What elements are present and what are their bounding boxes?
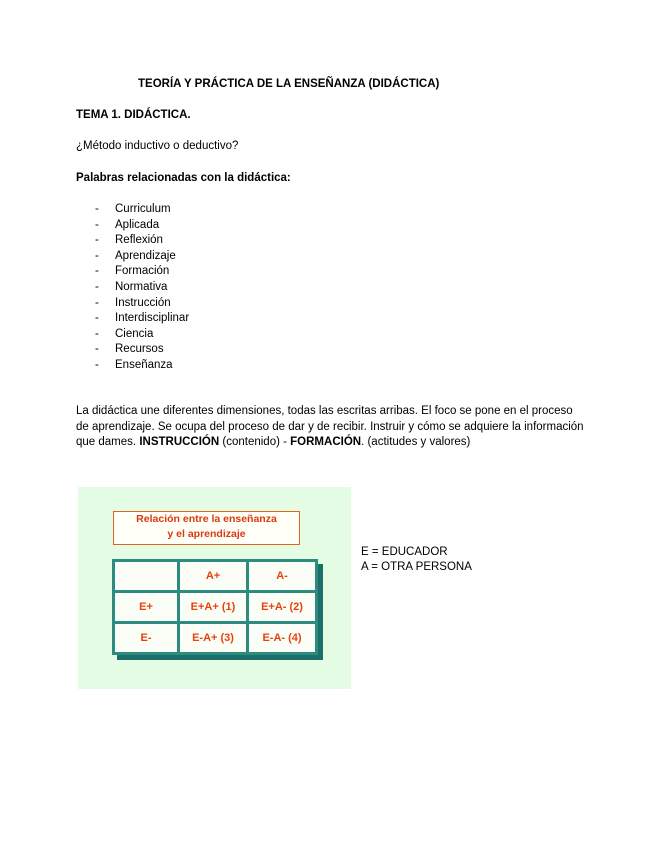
list-item: - Ciencia [95,327,154,340]
list-item: - Curriculum [95,203,171,215]
formacion-term: FORMACIÓN [290,436,362,448]
body-paragraph: La didáctica une diferentes dimensiones, todas las escritas arribas. El foco se pone en el proceso de aprendizaje. Se ocupa del proceso de dar y de recibir. Instruir y cómo se adquiere la información que dames. INSTRUCCIÓN (contenido) - FORMACIÓN. (actitudes y valores) [76,405,584,448]
relationship-table [112,559,318,655]
table-cell: A- [248,561,317,592]
list-item: - Interdisciplinar [95,312,190,325]
list-item: - Aplicada [95,218,160,231]
section-heading: TEMA 1. DIDÁCTICA. [76,109,191,121]
table-cell: E-A- (4) [248,623,317,654]
table-cell: A+ [179,561,248,592]
table-header-row [114,561,317,592]
table-row [114,592,317,623]
words-heading: Palabras relacionadas con la didáctica: [76,172,291,184]
document-title: TEORÍA Y PRÁCTICA DE LA ENSEÑANZA (DIDÁCTICA) [138,78,440,90]
question-text: ¿Método inductivo o deductivo? [76,140,239,152]
legend [361,545,472,575]
list-item: - Enseñanza [95,358,173,371]
list-item: - Recursos [95,343,164,356]
related-words-list [95,202,189,374]
list-item: - Aprendizaje [95,249,176,262]
list-item: - Instrucción [95,296,171,309]
list-item: - Reflexión [95,234,163,247]
figure-title: Relación entre la enseñanza y el aprendizaje [113,511,300,545]
list-item: - Normativa [95,280,168,293]
table-cell: E+ [114,592,179,623]
table-cell: E- [114,623,179,654]
table-cell: E-A+ (3) [179,623,248,654]
table-cell: E+A+ (1) [179,592,248,623]
legend-line-otra-persona: A = OTRA PERSONA [361,561,472,573]
relationship-figure [78,487,351,689]
legend-line-educador: E = EDUCADOR [361,546,448,558]
table-cell [114,561,179,592]
table-cell: E+A- (2) [248,592,317,623]
table-row [114,623,317,654]
instruccion-term: INSTRUCCIÓN [139,436,220,448]
list-item: - Formación [95,265,170,278]
